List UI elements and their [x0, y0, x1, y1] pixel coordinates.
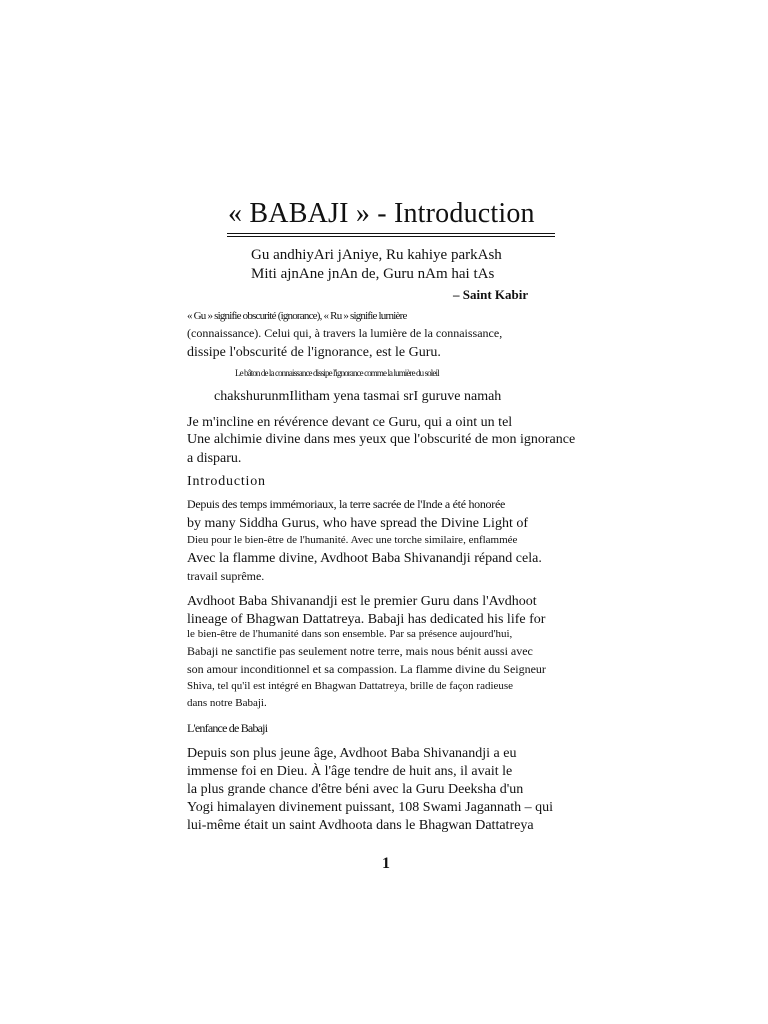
paragraph-line: travail suprême.	[187, 569, 265, 583]
paragraph-line: by many Siddha Gurus, who have spread the Divine Light of	[187, 516, 528, 531]
mantra-line: chakshurunmIlitham yena tasmai srI guruve namah	[214, 389, 502, 404]
translation-line: (connaissance). Celui qui, à travers la lumière de la connaissance,	[187, 326, 503, 340]
paragraph-line: lui-même était un saint Avdhoota dans le Bhagwan Dattatreya	[187, 818, 534, 833]
paragraph-line: Shiva, tel qu'il est intégré en Bhagwan Dattatreya, brille de façon radieuse	[187, 680, 514, 692]
proverb-line: Le bâton de la connaissance dissipe l'ignorance comme la lumière du soleil	[235, 368, 439, 378]
mantra-translation-line: Je m'incline en révérence devant ce Guru, qui a oint un tel	[187, 415, 513, 430]
paragraph-line: Yogi himalayen divinement puissant, 108 Swami Jagannath – qui	[187, 800, 554, 815]
page-title: « BABAJI » - Introduction	[228, 198, 535, 229]
paragraph-line: Depuis des temps immémoriaux, la terre sacrée de l'Inde a été honorée	[187, 497, 505, 511]
section-heading-childhood: L'enfance de Babaji	[187, 721, 268, 735]
paragraph-line: lineage of Bhagwan Dattatreya. Babaji has dedicated his life for	[187, 612, 546, 627]
mantra-translation-line: Une alchimie divine dans mes yeux que l'obscurité de mon ignorance	[187, 432, 576, 447]
title-rule-bottom	[227, 236, 555, 237]
verse-line: Gu andhiyAri jAniye, Ru kahiye parkAsh	[251, 247, 502, 263]
paragraph-line: Dieu pour le bien-être de l'humanité. Avec une torche similaire, enflammée	[187, 534, 518, 546]
section-heading-introduction: Introduction	[187, 474, 266, 489]
title-rule-top	[227, 233, 555, 234]
verse-attribution: – Saint Kabir	[453, 287, 529, 302]
translation-line: « Gu » signifie obscurité (ignorance), « Ru » signifie lumière	[187, 310, 407, 322]
paragraph-line: Depuis son plus jeune âge, Avdhoot Baba Shivanandji a eu	[187, 746, 517, 761]
paragraph-line: son amour inconditionnel et sa compassion. La flamme divine du Seigneur	[187, 662, 546, 676]
paragraph-line: Avdhoot Baba Shivanandji est le premier Guru dans l'Avdhoot	[187, 594, 537, 609]
page-number: 1	[382, 855, 390, 872]
paragraph-line: la plus grande chance d'être béni avec la Guru Deeksha d'un	[187, 782, 524, 797]
paragraph-line: Avec la flamme divine, Avdhoot Baba Shivanandji répand cela.	[187, 551, 542, 566]
paragraph-line: immense foi en Dieu. À l'âge tendre de huit ans, il avait le	[187, 764, 513, 779]
verse-line: Miti ajnAne jnAn de, Guru nAm hai tAs	[251, 266, 495, 282]
paragraph-line: Babaji ne sanctifie pas seulement notre terre, mais nous bénit aussi avec	[187, 644, 533, 658]
paragraph-line: le bien-être de l'humanité dans son ensemble. Par sa présence aujourd'hui,	[187, 628, 513, 640]
paragraph-line: dans notre Babaji.	[187, 697, 267, 709]
translation-line: dissipe l'obscurité de l'ignorance, est le Guru.	[187, 345, 441, 360]
mantra-translation-line: a disparu.	[187, 451, 242, 466]
